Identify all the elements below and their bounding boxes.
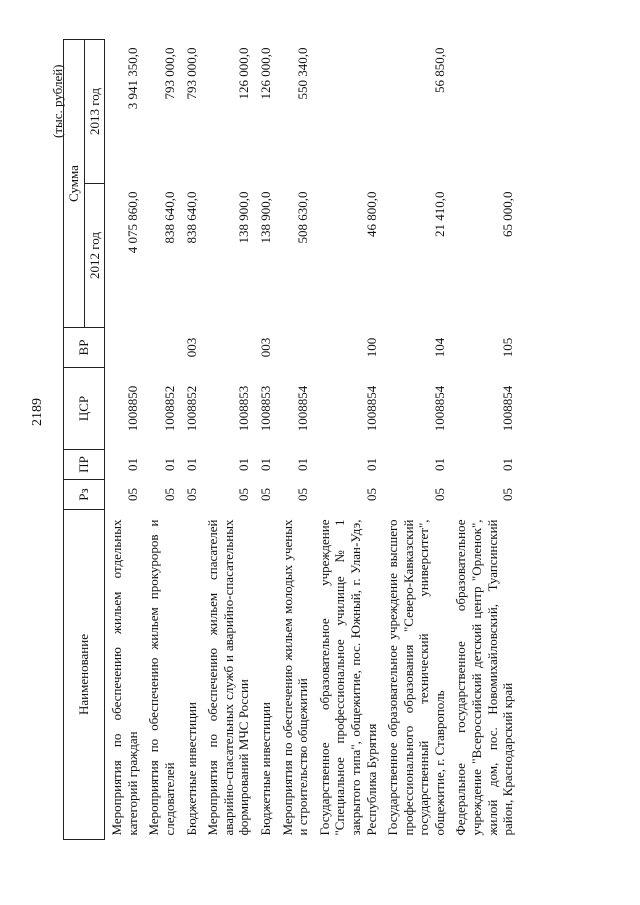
table-row	[105, 40, 144, 840]
row-csr: 1008850	[124, 385, 140, 432]
row-2012: 508 630,0	[295, 191, 311, 244]
row-csr: 1008854	[431, 385, 447, 432]
header-sum: Сумма	[64, 40, 85, 328]
row-name: Федеральное государственное образовательное учреждение "Всероссийский детский центр "Орленок", жилой дом, пос. Новомихайловский, Туапсинский район, Краснодарский край	[453, 519, 516, 836]
header-pr: ПР	[64, 450, 105, 480]
row-rz: 05	[183, 488, 199, 501]
table-row	[255, 40, 277, 840]
row-vr: 003	[257, 337, 273, 358]
page-number: 2189	[30, 398, 45, 426]
row-rz: 05	[124, 488, 140, 501]
row-name: Мероприятия по обеспечению жильем прокуроров и следователей	[146, 519, 177, 836]
row-2013: 550 340,0	[295, 47, 311, 100]
row-pr: 01	[257, 458, 273, 471]
table-row	[143, 40, 180, 840]
row-rz: 05	[257, 488, 273, 501]
header-rz: Рз	[64, 480, 105, 510]
row-pr: 01	[124, 458, 140, 471]
header-csr: ЦСР	[64, 368, 105, 450]
row-csr: 1008854	[500, 385, 516, 432]
row-2013: 126 000,0	[236, 47, 252, 100]
row-vr: 105	[500, 337, 516, 358]
row-name: Бюджетные инвестиции	[257, 702, 273, 836]
table-row	[181, 40, 203, 840]
row-rz: 05	[295, 488, 311, 501]
row-name: Мероприятия по обеспечению жильем спасателей аварийно-спасательных служб и аварийно-спасательных формирований МЧС России	[205, 519, 252, 836]
row-vr	[202, 328, 255, 368]
table-row	[277, 40, 314, 840]
row-2012: 138 900,0	[236, 191, 252, 244]
row-rz: 05	[161, 488, 177, 501]
table-row	[314, 40, 382, 840]
budget-table	[63, 39, 519, 840]
row-pr: 01	[431, 458, 447, 471]
row-2013: 3 941 350,0	[124, 47, 140, 110]
row-vr	[105, 328, 144, 368]
row-2013	[314, 40, 382, 184]
row-rz: 05	[500, 488, 516, 501]
table-row	[202, 40, 255, 840]
row-rz: 05	[431, 488, 447, 501]
row-csr: 1008854	[363, 385, 379, 432]
row-name: Бюджетные инвестиции	[183, 702, 199, 836]
row-vr: 003	[183, 337, 199, 358]
row-vr: 104	[431, 337, 447, 358]
row-2012: 838 640,0	[183, 191, 199, 244]
header-name: Наименование	[64, 510, 105, 840]
row-name: Мероприятия по обеспечению жильем молодых ученых и строительство общежитий	[279, 519, 311, 836]
row-pr: 01	[183, 458, 199, 471]
table-header	[64, 40, 105, 840]
row-2012: 65 000,0	[500, 191, 516, 237]
row-vr	[143, 328, 180, 368]
row-vr	[277, 328, 314, 368]
row-rz: 05	[363, 488, 379, 501]
units-note: (тыс. рублей)	[50, 64, 65, 138]
row-2013: 793 000,0	[161, 47, 177, 100]
header-vr: ВР	[64, 328, 105, 368]
header-2013: 2013 год	[84, 40, 105, 184]
row-2012: 838 640,0	[161, 191, 177, 244]
row-vr: 100	[363, 337, 379, 358]
row-name: Государственное образовательное учреждение "Специальное профессиональное училище № 1 закрытого типа", общежитие, пос. Южный, г. Улан-Удэ, Республика Бурятия	[316, 519, 379, 836]
row-rz: 05	[236, 488, 252, 501]
row-pr: 01	[295, 458, 311, 471]
row-2012: 4 075 860,0	[124, 191, 140, 254]
row-2013: 793 000,0	[183, 47, 199, 100]
row-2013: 126 000,0	[257, 47, 273, 100]
row-name: Мероприятия по обеспечению жильем отдельных категорий граждан	[109, 519, 140, 836]
row-pr: 01	[500, 458, 516, 471]
row-2012: 46 800,0	[363, 191, 379, 237]
row-csr: 1008854	[295, 385, 311, 432]
rotated-table-container	[63, 40, 573, 840]
header-2012: 2012 год	[84, 184, 105, 328]
row-csr: 1008853	[236, 385, 252, 432]
row-csr: 1008852	[183, 385, 199, 432]
row-2012: 21 410,0	[431, 191, 447, 237]
row-2012: 138 900,0	[257, 191, 273, 244]
row-csr: 1008852	[161, 385, 177, 432]
row-name: Государственное образовательное учреждение высшего профессионального образования "Северо-Кавказский государственный технический университет", общежитие, г. Ставрополь	[385, 519, 447, 836]
row-csr: 1008853	[257, 385, 273, 432]
row-pr: 01	[161, 458, 177, 471]
row-2013	[450, 40, 518, 184]
table-row	[450, 40, 518, 840]
row-2013: 56 850,0	[431, 47, 447, 93]
table-row	[382, 40, 450, 840]
row-pr: 01	[236, 458, 252, 471]
row-pr: 01	[363, 458, 379, 471]
